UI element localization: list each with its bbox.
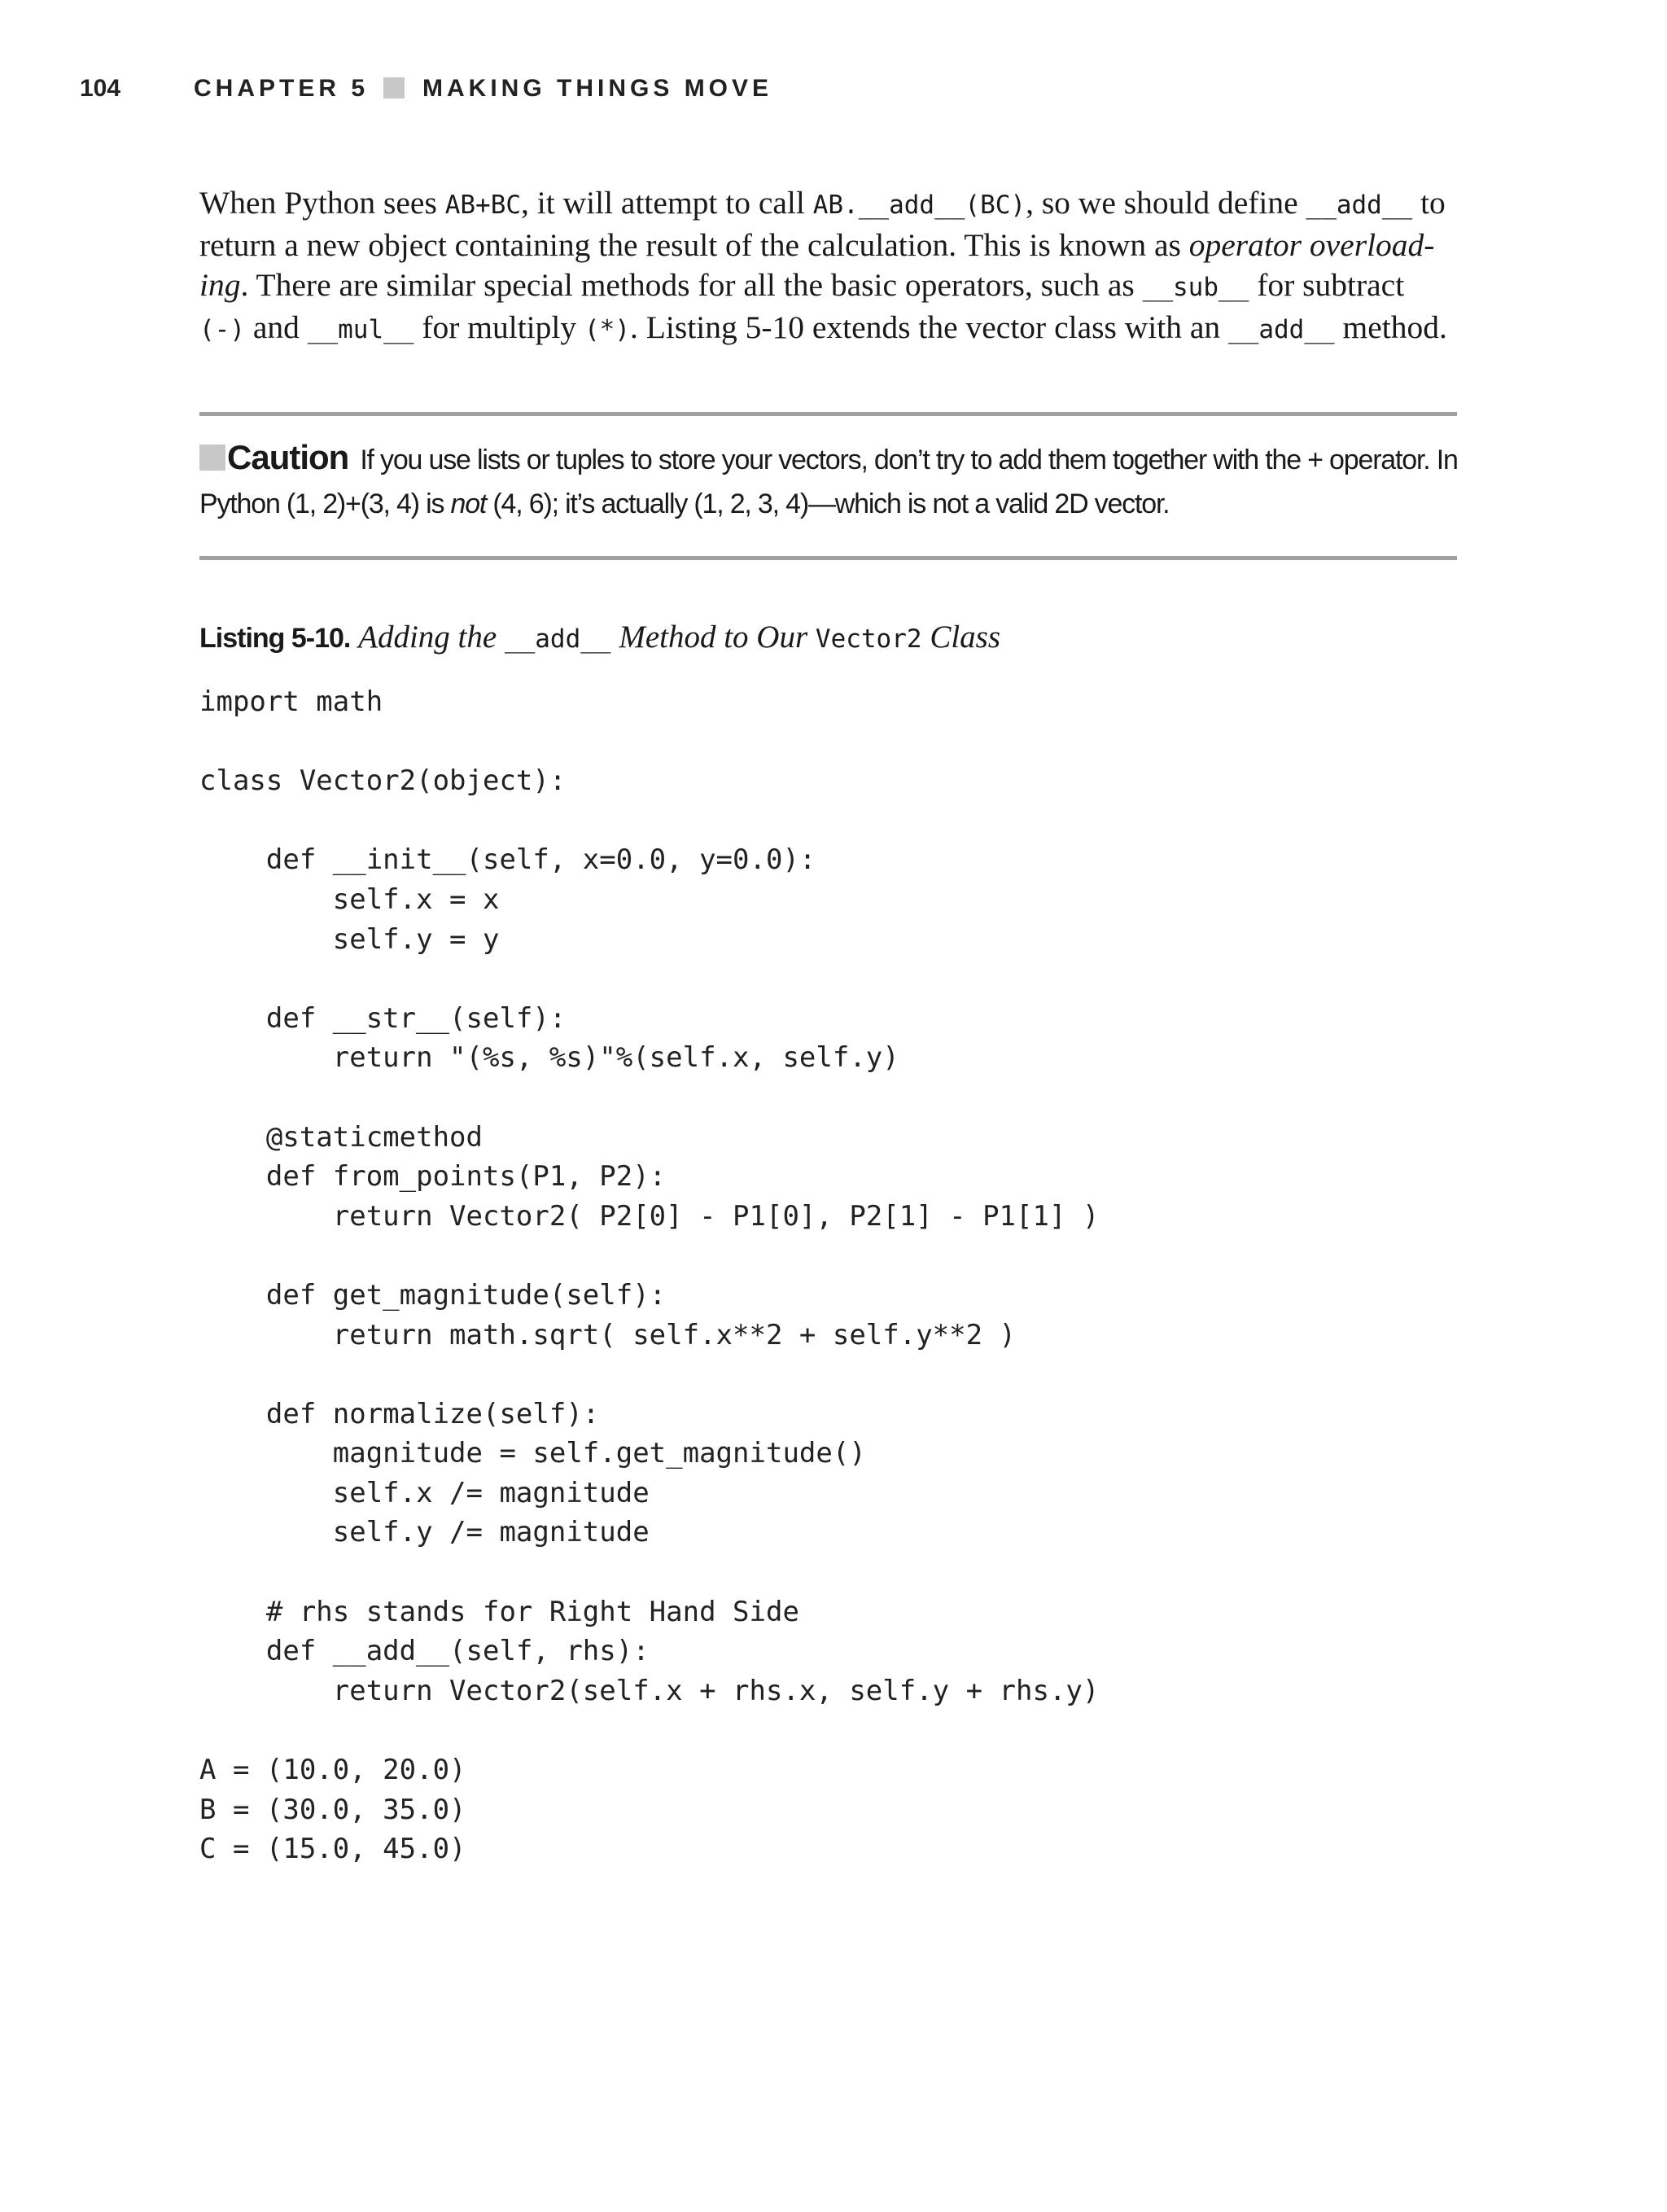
page-number: 104 <box>80 75 121 102</box>
code-line: # rhs stands for Right Hand Side <box>199 1595 799 1628</box>
code-line <box>199 959 1457 999</box>
code-line <box>199 1553 1457 1592</box>
code-line <box>199 1236 1457 1276</box>
code-line: self.x /= magnitude <box>199 1476 650 1509</box>
text-run: When Python sees <box>199 185 445 221</box>
code-line: return "(%s, %s)"%(self.x, self.y) <box>199 1041 899 1075</box>
caution-box <box>199 436 1469 526</box>
code-line: def from_points(P1, P2): <box>199 1160 667 1194</box>
caution-text: (4, 6); it’s actually (1, 2, 3, 4)—which is not a valid 2D vector. <box>486 488 1170 519</box>
caution-top-rule <box>199 412 1457 416</box>
inline-code: (*) <box>584 315 631 344</box>
code-line <box>199 722 1457 762</box>
caution-bottom-rule <box>199 556 1457 560</box>
inline-code: __sub__ <box>1142 273 1249 302</box>
listing-title-text: Method to Our <box>610 620 816 655</box>
code-line: @staticmethod <box>199 1120 483 1154</box>
inline-code: __add__ <box>1228 315 1335 344</box>
caution-label: Caution <box>227 438 349 476</box>
code-line <box>199 1355 1457 1395</box>
code-line <box>199 1078 1457 1118</box>
listing-title-text: Class <box>921 620 1001 655</box>
caution-text: If you use lists or tuples to store your vectors, don’t try to add them together with the + operator. In Python (1, 2)+(3, 4) is <box>199 445 1458 519</box>
caution-emphasis: not <box>450 488 487 519</box>
code-line: B = (30.0, 35.0) <box>199 1793 466 1826</box>
code-line: A = (10.0, 20.0) <box>199 1754 466 1787</box>
listing-number: Listing 5-10. <box>199 623 351 654</box>
body-paragraph <box>199 183 1457 350</box>
code-line: return Vector2(self.x + rhs.x, self.y + rhs.y) <box>199 1674 1100 1707</box>
text-run: , so we should define <box>1026 185 1306 221</box>
text-run: for subtract <box>1249 267 1405 303</box>
text-run: method. <box>1334 309 1447 345</box>
separator-square-icon <box>383 77 405 99</box>
chapter-label: CHAPTER 5 <box>194 75 370 102</box>
running-head <box>80 75 1587 103</box>
listing-title-code: __add__ <box>504 624 611 654</box>
listing-title-code: Vector2 <box>815 624 922 654</box>
code-line: self.y = y <box>199 922 500 956</box>
listing-title-text: Adding the <box>358 620 505 655</box>
code-line: def __add__(self, rhs): <box>199 1635 650 1668</box>
code-line: class Vector2(object): <box>199 764 567 798</box>
code-line: return Vector2( P2[0] - P1[0], P2[1] - P1[1] ) <box>199 1199 1100 1233</box>
text-run: . There are similar special methods for all the basic operators, such as <box>240 267 1143 303</box>
code-line: magnitude = self.get_magnitude() <box>199 1437 866 1470</box>
text-run: for multiply <box>413 309 585 345</box>
code-line: return math.sqrt( self.x**2 + self.y**2 ) <box>199 1318 1017 1351</box>
code-line <box>199 801 1457 841</box>
code-line: def normalize(self): <box>199 1397 600 1430</box>
inline-code: AB+BC <box>444 191 522 220</box>
code-line: def __init__(self, x=0.0, y=0.0): <box>199 843 816 877</box>
text-run: to return a new object containing the result of the calculation. This is known as <box>199 185 1446 263</box>
code-line: C = (15.0, 45.0) <box>199 1833 466 1866</box>
text-run: , it will attempt to call <box>521 185 813 221</box>
chapter-title: MAKING THINGS MOVE <box>422 75 773 102</box>
code-line: def get_magnitude(self): <box>199 1278 667 1312</box>
listing-caption <box>199 617 1469 659</box>
inline-code: __mul__ <box>307 315 414 344</box>
code-listing <box>199 682 1457 1869</box>
emphasis: operator overload-ing <box>199 227 1435 303</box>
text-run: and <box>245 309 308 345</box>
caution-square-icon <box>199 445 225 471</box>
inline-code: AB.__add__(BC) <box>812 191 1026 220</box>
code-line <box>199 1710 1457 1750</box>
inline-code: __add__ <box>1306 191 1413 220</box>
text-run: . Listing 5-10 extends the vector class with an <box>630 309 1228 345</box>
code-line: self.x = x <box>199 883 500 916</box>
code-line: self.y /= magnitude <box>199 1516 650 1549</box>
code-line: def __str__(self): <box>199 1001 567 1035</box>
code-line: import math <box>199 686 383 718</box>
inline-code: (-) <box>199 315 245 344</box>
